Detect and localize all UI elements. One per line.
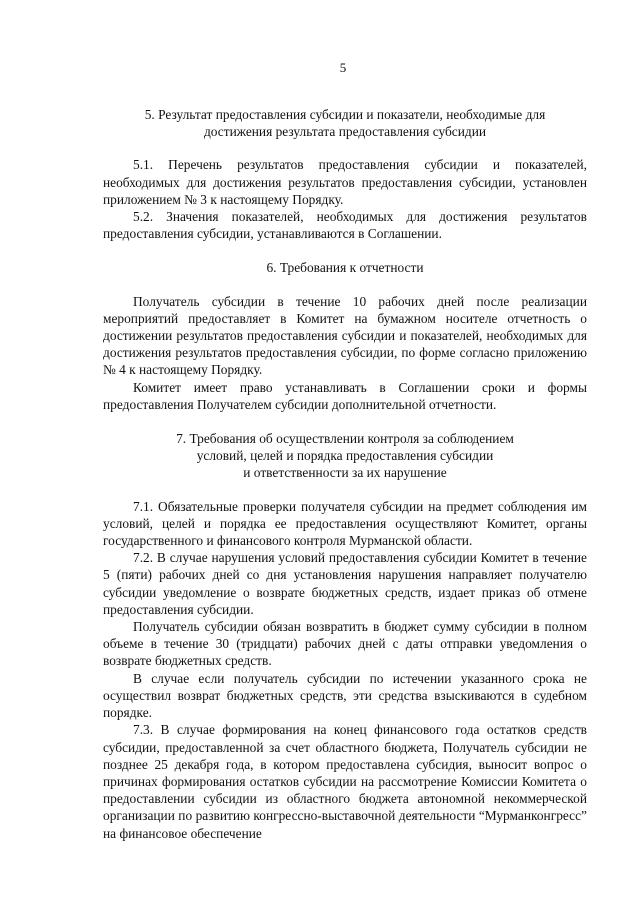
section-heading-line: 6. Требования к отчетности (266, 260, 424, 276)
document-body (103, 106, 587, 842)
paragraph: 7.1. Обязательные проверки получателя субсидии на предмет соблюдения им условий, целей и порядка ее предоставления осуществляют Комитет, органы государственного и финансового контроля Мурманской области. (103, 498, 587, 549)
section-5 (103, 106, 587, 242)
section-heading (103, 259, 587, 276)
paragraph: В случае если получатель субсидии по истечении указанного срока не осуществил возврат бюджетных средств, эти средства взыскиваются в судебном порядке. (103, 670, 587, 721)
paragraph: Получатель субсидии обязан возвратить в бюджет сумму субсидии в полном объеме в течение 30 (тридцати) рабочих дней с даты отправки уведомления о возврате бюджетных средств. (103, 619, 587, 669)
section-heading-line: достижения результата предоставления субсидии (203, 124, 487, 140)
section-heading (103, 430, 587, 482)
paragraph: Получатель субсидии в течение 10 рабочих дней после реализации мероприятий предоставляет в Комитет на бумажном носителе отчетность о достижении результатов предоставления субсидии и показателей, необходимых для достижения результатов предоставления субсидии, по форме согласно приложению № 4 к настоящему Порядку. (103, 293, 587, 378)
section-heading-line: 5. Результат предоставления субсидии и показатели, необходимые для (144, 107, 546, 122)
section-heading-line: и ответственности за их нарушение (243, 465, 447, 481)
section-6 (103, 259, 587, 413)
paragraph: Комитет имеет право устанавливать в Соглашении сроки и формы предоставления Получателем субсидии дополнительной отчетности. (103, 379, 587, 412)
section-heading-line: условий, целей и порядка предоставления субсидии (196, 448, 494, 464)
section-heading (103, 106, 587, 140)
paragraph: 7.3. В случае формирования на конец финансового года остатков средств субсидии, предоставленной за счет областного бюджета, Получатель субсидии не позднее 25 декабря года, в котором предоставлена субсидия, выносит вопрос о причинах формирования остатков субсидии на рассмотрение Комиссии Комитета о предоставлении субсидии из областного бюджета автономной некоммерческой организации по развитию конгрессно-выставочной деятельности “Мурманконгресс” на финансовое обеспечение (103, 722, 587, 841)
paragraph: 5.1. Перечень результатов предоставления субсидии и показателей, необходимых для достижения результатов предоставления субсидии, установлен приложением № 3 к настоящему Порядку. (103, 157, 587, 207)
page-number: 5 (339, 60, 347, 75)
section-heading-line: 7. Требования об осуществлении контроля за соблюдением (176, 431, 514, 447)
section-7 (103, 430, 587, 842)
paragraph: 5.2. Значения показателей, необходимых для достижения результатов предоставления субсидии, устанавливаются в Соглашении. (103, 209, 587, 242)
paragraph: 7.2. В случае нарушения условий предоставления субсидии Комитет в течение 5 (пяти) рабочих дней со дня установления нарушения направляет получателю субсидии уведомление о возврате бюджетных средств, издает приказ об отмене предоставления субсидии. (103, 550, 587, 617)
